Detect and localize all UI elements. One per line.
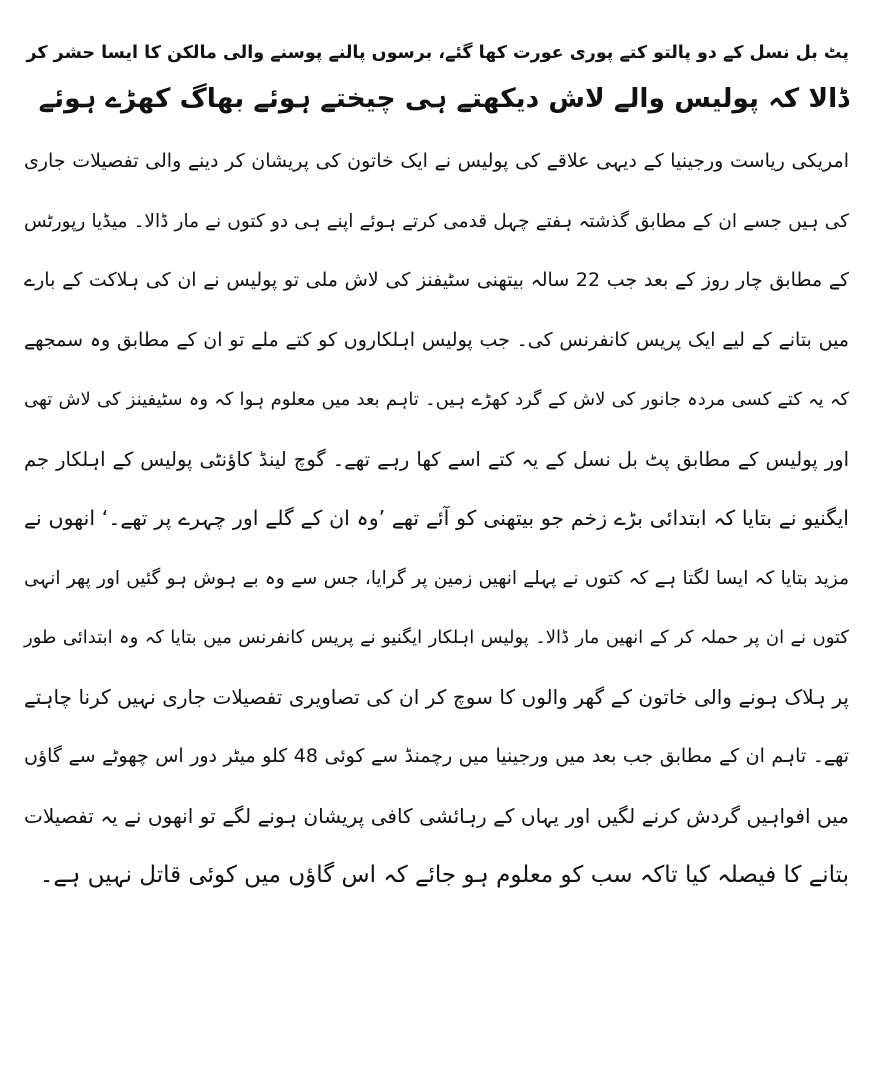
body-line: کہ یہ کتے کسی مردہ جانور کی لاش کے گرد کھڑے ہیں۔ تاہم بعد میں معلوم ہوا کہ وہ سٹیفینز کی لاش تھی [24, 389, 849, 410]
body-line: میں افواہیں گردش کرنے لگیں اور یہاں کے رہائشی کافی پریشان ہونے لگے تو انھوں نے یہ تفصیلات [24, 803, 849, 828]
body-line: بتانے کا فیصلہ کیا تاکہ سب کو معلوم ہو جائے کہ اس گاؤں میں کوئی قاتل نہیں ہے۔ [39, 862, 849, 888]
body-line: امریکی ریاست ورجینیا کے دیہی علاقے کی پولیس نے ایک خاتون کی پریشان کر دینے والی تفصیلات جاری [24, 150, 849, 172]
body-line: کتوں نے ان پر حملہ کر کے انھیں مار ڈالا۔ پولیس اہلکار ایگنیو نے پریس کانفرنس میں بتایا کہ وہ ابتدائی طور [24, 627, 849, 648]
headline-line: ڈالا کہ پولیس والے لاش دیکھتے ہی چیختے ہوئے بھاگ کھڑے ہوئے [38, 83, 849, 114]
body-line: اور پولیس کے مطابق پٹ بل نسل کے یہ کتے اسے کھا رہے تھے۔ گوچ لینڈ کاؤنٹی پولیس کے اہلکار جم [24, 447, 849, 471]
body-line: ایگنیو نے بتایا کہ ابتدائی بڑے زخم جو بیتھنی کو آئے تھے ’وہ ان کے گلے اور چہرے پر تھے۔‘ انھوں نے [24, 506, 849, 530]
article [24, 30, 849, 906]
body-line: تھے۔ تاہم ان کے مطابق جب بعد میں ورجینیا میں رچمنڈ سے کوئی 48 کلو میٹر دور اس چھوٹے سے گاؤں [24, 745, 850, 767]
body-line: میں بتانے کے لیے ایک پریس کانفرنس کی۔ جب پولیس اہلکاروں کو کتے ملے تو ان کے مطابق وہ سمجھے [24, 328, 849, 351]
headline-line: پٹ بل نسل کے دو پالتو کتے پوری عورت کھا گئے، برسوں پالنے پوسنے والی مالکن کا ایسا حشر کر [26, 43, 849, 63]
body-line: کی ہیں جسے ان کے مطابق گذشتہ ہفتے چہل قدمی کرتے ہوئے اپنے ہی دو کتوں نے مار ڈالا۔ میڈیا رپورٹس [24, 210, 849, 232]
body-line: کے مطابق چار روز کے بعد جب 22 سالہ بیتھنی سٹیفنز کی لاش ملی تو پولیس نے ان کی ہلاکت کے بارے [24, 269, 849, 291]
article-body [24, 132, 849, 906]
body-line: مزید بتایا کہ ایسا لگتا ہے کہ کتوں نے پہلے انھیں زمین پر گرایا، جس سے وہ بے ہوش ہو گئیں اور پھر انہی [24, 567, 849, 589]
article-headline [24, 30, 849, 122]
body-line: پر ہلاک ہونے والی خاتون کے گھر والوں کا سوچ کر ان کی تصاویری تفصیلات جاری نہیں کرنا چاہتے [24, 684, 849, 709]
